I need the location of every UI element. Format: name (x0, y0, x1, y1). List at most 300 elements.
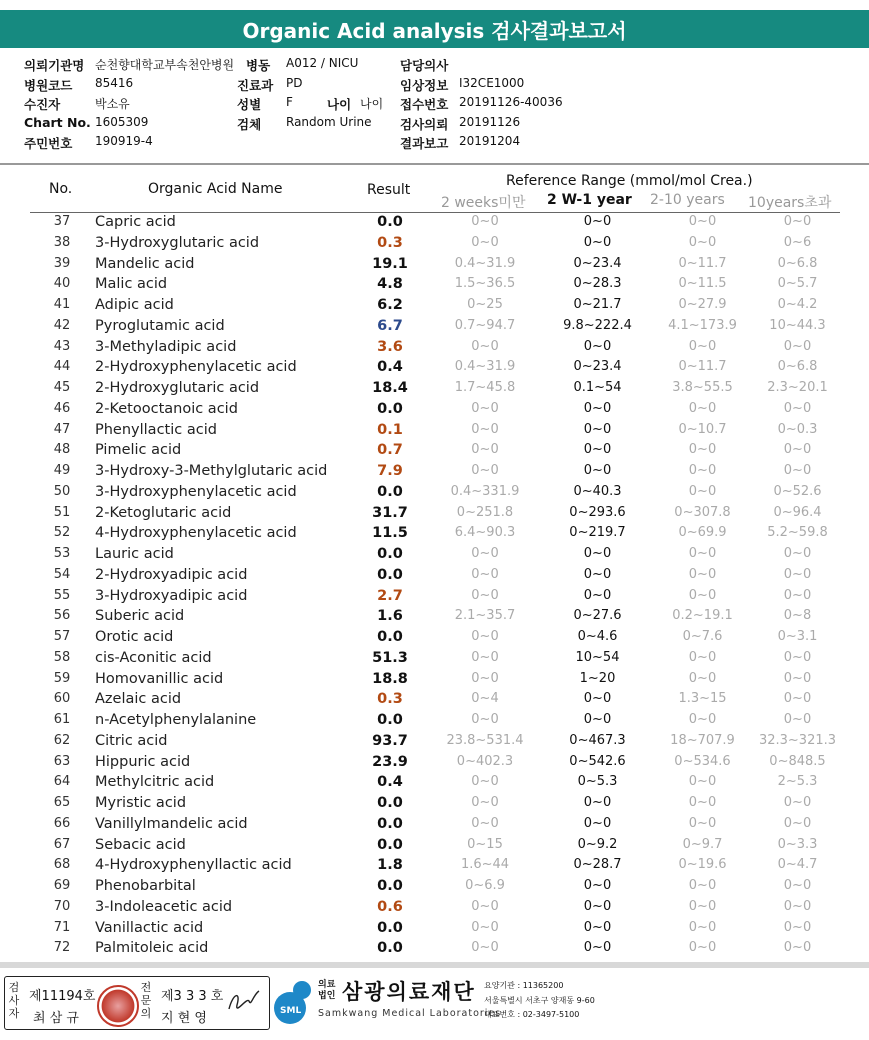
specialist-vertical-label: 전문의 (140, 981, 152, 1020)
cell-ref-2weeks: 0~25 (467, 297, 503, 312)
care-number: 요양기관 : 11365200 (484, 981, 564, 990)
cell-name: Citric acid (95, 732, 168, 749)
org-name: 삼광의료재단 (342, 980, 476, 1004)
cell-ref-2-10y: 0~0 (688, 214, 717, 229)
cell-ref-2-10y: 0~0 (688, 234, 717, 250)
cell-result: 93.7 (372, 732, 408, 749)
header-divider (0, 163, 869, 165)
cell-no: 67 (53, 836, 71, 852)
cell-ref-2-10y: 0~0 (688, 795, 717, 810)
cell-ref-2-10y: 0~27.9 (678, 297, 727, 312)
table-row (0, 691, 869, 712)
table-row (0, 318, 869, 339)
cell-ref-2-10y: 0~11.7 (678, 255, 727, 271)
cell-ref-10y-plus: 0~4.7 (777, 857, 818, 873)
cell-ref-2-10y: 0~0 (688, 463, 717, 478)
cell-ref-10y-plus: 10~44.3 (769, 317, 826, 333)
cell-result: 31.7 (372, 504, 408, 521)
cell-result: 0.0 (377, 400, 403, 417)
doctor-label: 담당의사 (400, 58, 449, 73)
cell-result: 0.0 (377, 919, 403, 936)
cell-result: 1.6 (377, 608, 403, 625)
cell-name: n-Acetylphenylalanine (95, 712, 257, 728)
cell-result: 0.3 (377, 234, 403, 251)
cell-ref-2weeks: 0~15 (467, 836, 503, 852)
cell-name: Vanillactic acid (95, 919, 204, 936)
cell-ref-2w-1y: 0~0 (583, 795, 612, 810)
cell-ref-2w-1y: 0~0 (583, 421, 612, 437)
report-title: Organic Acid analysis 검사결과보고서 (0, 10, 869, 48)
cell-ref-2w-1y: 0~0 (583, 400, 612, 416)
cell-no: 39 (53, 255, 71, 271)
cell-ref-2-10y: 0~10.7 (678, 421, 727, 437)
cell-no: 45 (53, 380, 71, 395)
receipt-value: 20191126-40036 (459, 95, 563, 109)
cell-ref-10y-plus: 2~5.3 (777, 774, 818, 790)
col-r1-header: 2 weeks미만 (441, 195, 526, 211)
cell-no: 70 (53, 898, 71, 914)
cell-result: 0.0 (377, 815, 403, 832)
report-date-label: 결과보고 (400, 136, 449, 151)
cell-ref-2-10y: 0~0 (688, 587, 717, 603)
cell-ref-2w-1y: 0~0 (583, 463, 612, 478)
cell-ref-10y-plus: 0~0 (783, 878, 812, 893)
cell-name: 2-Ketoglutaric acid (95, 504, 232, 521)
cell-ref-2weeks: 0~0 (471, 421, 499, 437)
cell-ref-2w-1y: 0~23.4 (573, 255, 622, 271)
cell-no: 37 (53, 214, 71, 229)
cell-ref-2-10y: 0~0 (688, 649, 717, 665)
cell-ref-2-10y: 0~0 (688, 878, 717, 893)
cell-ref-2-10y: 0~0 (688, 815, 717, 831)
table-row (0, 671, 869, 692)
cell-name: 3-Hydroxyphenylacetic acid (95, 483, 297, 500)
cell-ref-2w-1y: 0~0 (583, 712, 612, 727)
table-row (0, 339, 869, 360)
cell-result: 0.0 (377, 629, 403, 645)
cell-ref-2weeks: 0~0 (471, 795, 499, 810)
cell-ref-2-10y: 0~0 (688, 898, 717, 914)
cell-ref-2weeks: 0~402.3 (456, 753, 514, 769)
table-row (0, 422, 869, 443)
cell-ref-10y-plus: 0~52.6 (773, 483, 822, 499)
cell-result: 0.1 (377, 421, 403, 438)
cell-result: 0.0 (377, 546, 403, 562)
cell-ref-2w-1y: 0~0 (583, 878, 612, 893)
cell-ref-2weeks: 0~0 (471, 463, 499, 478)
cell-result: 0.0 (377, 940, 403, 957)
cell-ref-2w-1y: 9.8~222.4 (563, 317, 632, 333)
cell-ref-2w-1y: 0~219.7 (569, 525, 626, 541)
cell-ref-2-10y: 0~0 (688, 670, 717, 686)
cell-no: 64 (53, 774, 71, 790)
cell-no: 60 (53, 691, 71, 707)
cell-ref-10y-plus: 0~0.3 (777, 421, 818, 437)
cell-ref-10y-plus: 0~0 (783, 587, 812, 603)
cell-no: 62 (53, 732, 71, 748)
col-name-header: Organic Acid Name (148, 181, 283, 197)
cell-ref-2weeks: 23.8~531.4 (446, 732, 524, 748)
cell-result: 4.8 (377, 276, 403, 293)
cell-ref-10y-plus: 0~848.5 (769, 753, 826, 769)
cell-ref-2weeks: 0.7~94.7 (454, 317, 516, 333)
cell-ref-2weeks: 0.4~331.9 (450, 483, 520, 499)
table-row (0, 442, 869, 463)
table-row (0, 940, 869, 961)
chart-value: 1605309 (95, 115, 149, 129)
cell-name: 3-Methyladipic acid (95, 338, 237, 355)
cell-ref-2w-1y: 0~0 (583, 566, 612, 582)
ward-label: 병동 (246, 58, 271, 73)
cell-result: 19.1 (372, 255, 408, 272)
cell-ref-2w-1y: 0~293.6 (569, 504, 626, 520)
cell-no: 43 (53, 338, 71, 354)
col-no-header: No. (49, 181, 73, 197)
cell-name: 2-Ketooctanoic acid (95, 400, 238, 417)
table-row (0, 214, 869, 235)
cell-no: 53 (53, 546, 71, 561)
cell-ref-2w-1y: 0~0 (583, 546, 612, 561)
cell-result: 0.3 (377, 691, 403, 708)
cell-result: 0.0 (377, 795, 403, 811)
cell-ref-10y-plus: 2.3~20.1 (767, 380, 828, 395)
org-prefix: 의료법인 (318, 980, 336, 1001)
cell-ref-2w-1y: 1~20 (579, 670, 616, 686)
cell-ref-2weeks: 0~0 (471, 546, 499, 561)
age-label: 나이 (327, 97, 352, 112)
cell-name: Phenobarbital (95, 878, 196, 894)
cell-ref-2w-1y: 0~9.2 (577, 836, 618, 852)
cell-no: 61 (53, 712, 71, 727)
cell-ref-2-10y: 0~0 (688, 774, 717, 790)
cell-ref-2w-1y: 0~0 (583, 214, 612, 229)
table-row (0, 401, 869, 422)
cell-ref-2weeks: 0.4~31.9 (454, 359, 516, 375)
col-r3-header: 2-10 years (650, 192, 725, 208)
cell-no: 69 (53, 878, 71, 893)
logo-text: SML (280, 1006, 302, 1016)
specialist-name: 지 현 영 (161, 1011, 207, 1026)
footer-divider (0, 962, 869, 968)
sml-logo-icon (272, 978, 314, 1026)
cell-no: 59 (53, 670, 71, 686)
cell-ref-10y-plus: 0~3.1 (777, 629, 818, 644)
cell-ref-2w-1y: 0~5.3 (577, 774, 618, 790)
cell-no: 44 (53, 359, 71, 375)
cell-ref-2-10y: 0~11.5 (678, 276, 727, 292)
request-value: 20191126 (459, 115, 521, 129)
table-row (0, 733, 869, 754)
cell-ref-10y-plus: 0~6 (783, 234, 812, 250)
cell-ref-2-10y: 0~0 (688, 546, 717, 561)
patient-info (0, 52, 869, 156)
cell-ref-10y-plus: 0~0 (783, 442, 812, 458)
tester-name: 최 삼 규 (33, 1011, 79, 1026)
org-english-name: Samkwang Medical Laboratories (318, 1008, 502, 1019)
cell-ref-10y-plus: 5.2~59.8 (767, 525, 828, 541)
table-row (0, 774, 869, 795)
cell-no: 56 (53, 608, 71, 624)
chart-label: Chart No. (24, 115, 91, 130)
cell-ref-10y-plus: 0~0 (783, 400, 812, 416)
cell-result: 2.7 (377, 587, 403, 604)
cell-ref-10y-plus: 0~8 (783, 608, 812, 624)
cell-ref-2-10y: 0~0 (688, 919, 717, 935)
cell-result: 0.0 (377, 214, 403, 230)
cell-ref-2-10y: 0~9.7 (682, 836, 723, 852)
table-row (0, 878, 869, 899)
cell-result: 7.9 (377, 463, 403, 479)
cell-name: Capric acid (95, 214, 176, 230)
table-row (0, 567, 869, 588)
collector-value: 박소유 (95, 97, 130, 111)
cell-name: Pyroglutamic acid (95, 317, 225, 334)
cell-name: Adipic acid (95, 297, 174, 313)
sex-value: F (286, 95, 293, 109)
cell-result: 11.5 (372, 525, 408, 542)
cell-no: 51 (53, 504, 71, 520)
cell-result: 18.4 (372, 380, 408, 396)
cell-ref-2w-1y: 10~54 (575, 649, 620, 665)
cell-no: 41 (53, 297, 71, 312)
cell-ref-10y-plus: 0~0 (783, 712, 812, 727)
cell-ref-2w-1y: 0~467.3 (569, 732, 626, 748)
cell-ref-2weeks: 0~0 (471, 774, 499, 790)
table-row (0, 608, 869, 629)
cell-ref-2-10y: 3.8~55.5 (672, 380, 733, 395)
id-label: 주민번호 (24, 136, 73, 151)
cell-ref-10y-plus: 0~6.8 (777, 359, 818, 375)
cell-result: 0.0 (377, 712, 403, 728)
cell-result: 6.7 (377, 317, 403, 334)
cell-result: 0.0 (377, 483, 403, 500)
cell-ref-2weeks: 6.4~90.3 (454, 525, 516, 541)
cell-ref-2weeks: 0~0 (471, 815, 499, 831)
cell-no: 49 (53, 463, 71, 478)
cell-ref-2weeks: 0~0 (471, 338, 499, 354)
cell-ref-10y-plus: 32.3~321.3 (758, 732, 837, 748)
table-row (0, 795, 869, 816)
cell-result: 3.6 (377, 338, 403, 355)
cell-ref-2weeks: 0~0 (471, 442, 499, 458)
id-value: 190919-4 (95, 134, 153, 148)
cell-ref-2weeks: 0.4~31.9 (454, 255, 516, 271)
cell-ref-2-10y: 0~11.7 (678, 359, 727, 375)
cell-ref-2-10y: 0~0 (688, 400, 717, 416)
cell-ref-2-10y: 0~0 (688, 940, 717, 956)
cell-ref-2w-1y: 0~27.6 (573, 608, 622, 624)
cell-ref-2w-1y: 0~0 (583, 338, 612, 354)
cell-name: 3-Indoleacetic acid (95, 898, 233, 915)
cell-name: Sebacic acid (95, 836, 186, 853)
cell-ref-2weeks: 0~0 (471, 234, 499, 250)
col-result-header: Result (367, 182, 411, 198)
cell-name: Suberic acid (95, 608, 185, 625)
cell-ref-2-10y: 0~7.6 (682, 629, 723, 644)
cell-result: 0.0 (377, 566, 403, 583)
cell-name: 4-Hydroxyphenyllactic acid (95, 857, 292, 874)
table-row (0, 629, 869, 650)
cell-result: 0.7 (377, 442, 403, 459)
cell-ref-2-10y: 0~0 (688, 483, 717, 499)
cell-ref-2w-1y: 0~0 (583, 691, 612, 707)
institution-value: 순천향대학교부속천안병원 (95, 58, 235, 72)
cell-ref-2w-1y: 0~0 (583, 940, 612, 956)
cell-ref-10y-plus: 0~0 (783, 546, 812, 561)
cell-ref-2weeks: 0~0 (471, 587, 499, 603)
request-label: 검사의뢰 (400, 117, 449, 132)
cell-no: 68 (53, 857, 71, 873)
cell-no: 63 (53, 753, 71, 769)
cell-ref-2-10y: 0~307.8 (674, 504, 731, 520)
cell-name: Azelaic acid (95, 691, 182, 708)
cell-ref-10y-plus: 0~0 (783, 815, 812, 831)
table-row (0, 276, 869, 297)
sex-label: 성별 (237, 97, 262, 112)
table-row (0, 484, 869, 505)
dept-value: PD (286, 76, 303, 90)
receipt-label: 접수번호 (400, 97, 449, 112)
cell-name: Lauric acid (95, 546, 174, 562)
cell-ref-2weeks: 0~0 (471, 400, 499, 416)
cell-ref-2-10y: 18~707.9 (670, 732, 735, 748)
cell-ref-2w-1y: 0~28.7 (573, 857, 622, 873)
specimen-value: Random Urine (286, 115, 372, 129)
cell-ref-10y-plus: 0~0 (783, 795, 812, 810)
lab-phone: 대표번호 : 02-3497-5100 (484, 1010, 580, 1019)
cell-no: 58 (53, 649, 71, 665)
cell-ref-2weeks: 0~0 (471, 712, 499, 727)
cell-ref-2-10y: 0~0 (688, 442, 717, 458)
cell-no: 57 (53, 629, 71, 644)
cell-name: 2-Hydroxyphenylacetic acid (95, 359, 297, 376)
cell-result: 0.0 (377, 836, 403, 853)
cell-no: 50 (53, 483, 71, 499)
cell-ref-2weeks: 0~0 (471, 898, 499, 914)
cell-name: Mandelic acid (95, 255, 195, 272)
table-row (0, 380, 869, 401)
cell-no: 46 (53, 400, 71, 416)
cell-result: 1.8 (377, 857, 403, 874)
table-row (0, 546, 869, 567)
cell-ref-2w-1y: 0.1~54 (573, 380, 622, 395)
official-seal (97, 985, 139, 1027)
table-row (0, 650, 869, 671)
cell-result: 0.0 (377, 878, 403, 894)
clinical-value: I32CE1000 (459, 76, 525, 90)
cell-ref-2weeks: 2.1~35.7 (454, 608, 516, 624)
cell-ref-2-10y: 0~19.6 (678, 857, 727, 873)
cell-ref-2w-1y: 0~4.6 (577, 629, 618, 644)
cell-ref-2-10y: 0~0 (688, 338, 717, 354)
cell-ref-2-10y: 0.2~19.1 (672, 608, 733, 624)
institution-label: 의뢰기관명 (24, 58, 85, 73)
cell-ref-2-10y: 4.1~173.9 (668, 317, 737, 333)
cell-ref-2weeks: 0~0 (471, 629, 499, 644)
cell-ref-2w-1y: 0~23.4 (573, 359, 622, 375)
cell-ref-10y-plus: 0~0 (783, 214, 812, 229)
table-row (0, 235, 869, 256)
cell-no: 72 (53, 940, 71, 956)
cell-result: 6.2 (377, 297, 403, 313)
table-row (0, 712, 869, 733)
cell-ref-2w-1y: 0~542.6 (569, 753, 626, 769)
cell-ref-10y-plus: 0~0 (783, 649, 812, 665)
table-row (0, 899, 869, 920)
cell-ref-10y-plus: 0~0 (783, 691, 812, 707)
cell-ref-10y-plus: 0~96.4 (773, 504, 822, 520)
cell-ref-10y-plus: 0~5.7 (777, 276, 818, 292)
lab-address: 서울특별시 서초구 양재동 9-60 (484, 996, 595, 1005)
cell-name: Malic acid (95, 276, 168, 293)
cell-ref-2weeks: 0~0 (471, 919, 499, 935)
table-row (0, 297, 869, 318)
cell-ref-2weeks: 0~251.8 (456, 504, 514, 520)
collector-label: 수진자 (24, 97, 61, 112)
cell-no: 42 (53, 317, 71, 333)
cell-name: 3-Hydroxyadipic acid (95, 587, 248, 604)
ward-value: A012 / NICU (286, 56, 359, 70)
cell-name: cis-Aconitic acid (95, 649, 212, 666)
cell-name: 2-Hydroxyadipic acid (95, 566, 248, 583)
cell-ref-2w-1y: 0~40.3 (573, 483, 622, 499)
table-row (0, 256, 869, 277)
cell-no: 65 (53, 795, 71, 810)
col-ref-header: Reference Range (mmol/mol Crea.) (506, 173, 753, 189)
cell-ref-2weeks: 0~0 (471, 940, 499, 956)
cell-name: Myristic acid (95, 795, 187, 811)
cell-ref-2w-1y: 0~21.7 (573, 297, 622, 312)
cell-no: 48 (53, 442, 71, 458)
cell-ref-10y-plus: 0~0 (783, 463, 812, 478)
table-header-divider (30, 212, 840, 213)
cell-ref-2-10y: 0~0 (688, 712, 717, 727)
cell-ref-2-10y: 0~0 (688, 566, 717, 582)
cell-ref-2weeks: 0~0 (471, 214, 499, 229)
cell-no: 54 (53, 566, 71, 582)
cell-result: 0.4 (377, 774, 403, 791)
cell-name: 2-Hydroxyglutaric acid (95, 380, 260, 396)
table-row (0, 588, 869, 609)
cell-ref-2weeks: 0~4 (471, 691, 499, 707)
cell-name: Hippuric acid (95, 753, 191, 770)
cell-result: 23.9 (372, 753, 408, 770)
table-row (0, 837, 869, 858)
cell-ref-10y-plus: 0~3.3 (777, 836, 818, 852)
cell-ref-10y-plus: 0~0 (783, 338, 812, 354)
cell-name: Palmitoleic acid (95, 940, 209, 957)
dept-label: 진료과 (237, 78, 274, 93)
tester-number: 제11194호 (29, 989, 96, 1004)
cell-result: 18.8 (372, 670, 408, 687)
cell-no: 66 (53, 815, 71, 831)
cell-ref-2weeks: 1.7~45.8 (454, 380, 516, 395)
table-row (0, 857, 869, 878)
table-row (0, 920, 869, 941)
cell-ref-2weeks: 0~0 (471, 670, 499, 686)
table-row (0, 525, 869, 546)
cell-ref-10y-plus: 0~0 (783, 670, 812, 686)
lab-branding (272, 976, 602, 1030)
cell-ref-2-10y: 0~534.6 (674, 753, 731, 769)
cell-ref-10y-plus: 0~6.8 (777, 255, 818, 271)
cell-name: 3-Hydroxy-3-Methylglutaric acid (95, 463, 328, 479)
cell-no: 55 (53, 587, 71, 603)
cell-no: 38 (53, 234, 71, 250)
table-row (0, 359, 869, 380)
cell-no: 52 (53, 525, 71, 541)
cell-ref-2weeks: 1.5~36.5 (454, 276, 516, 292)
